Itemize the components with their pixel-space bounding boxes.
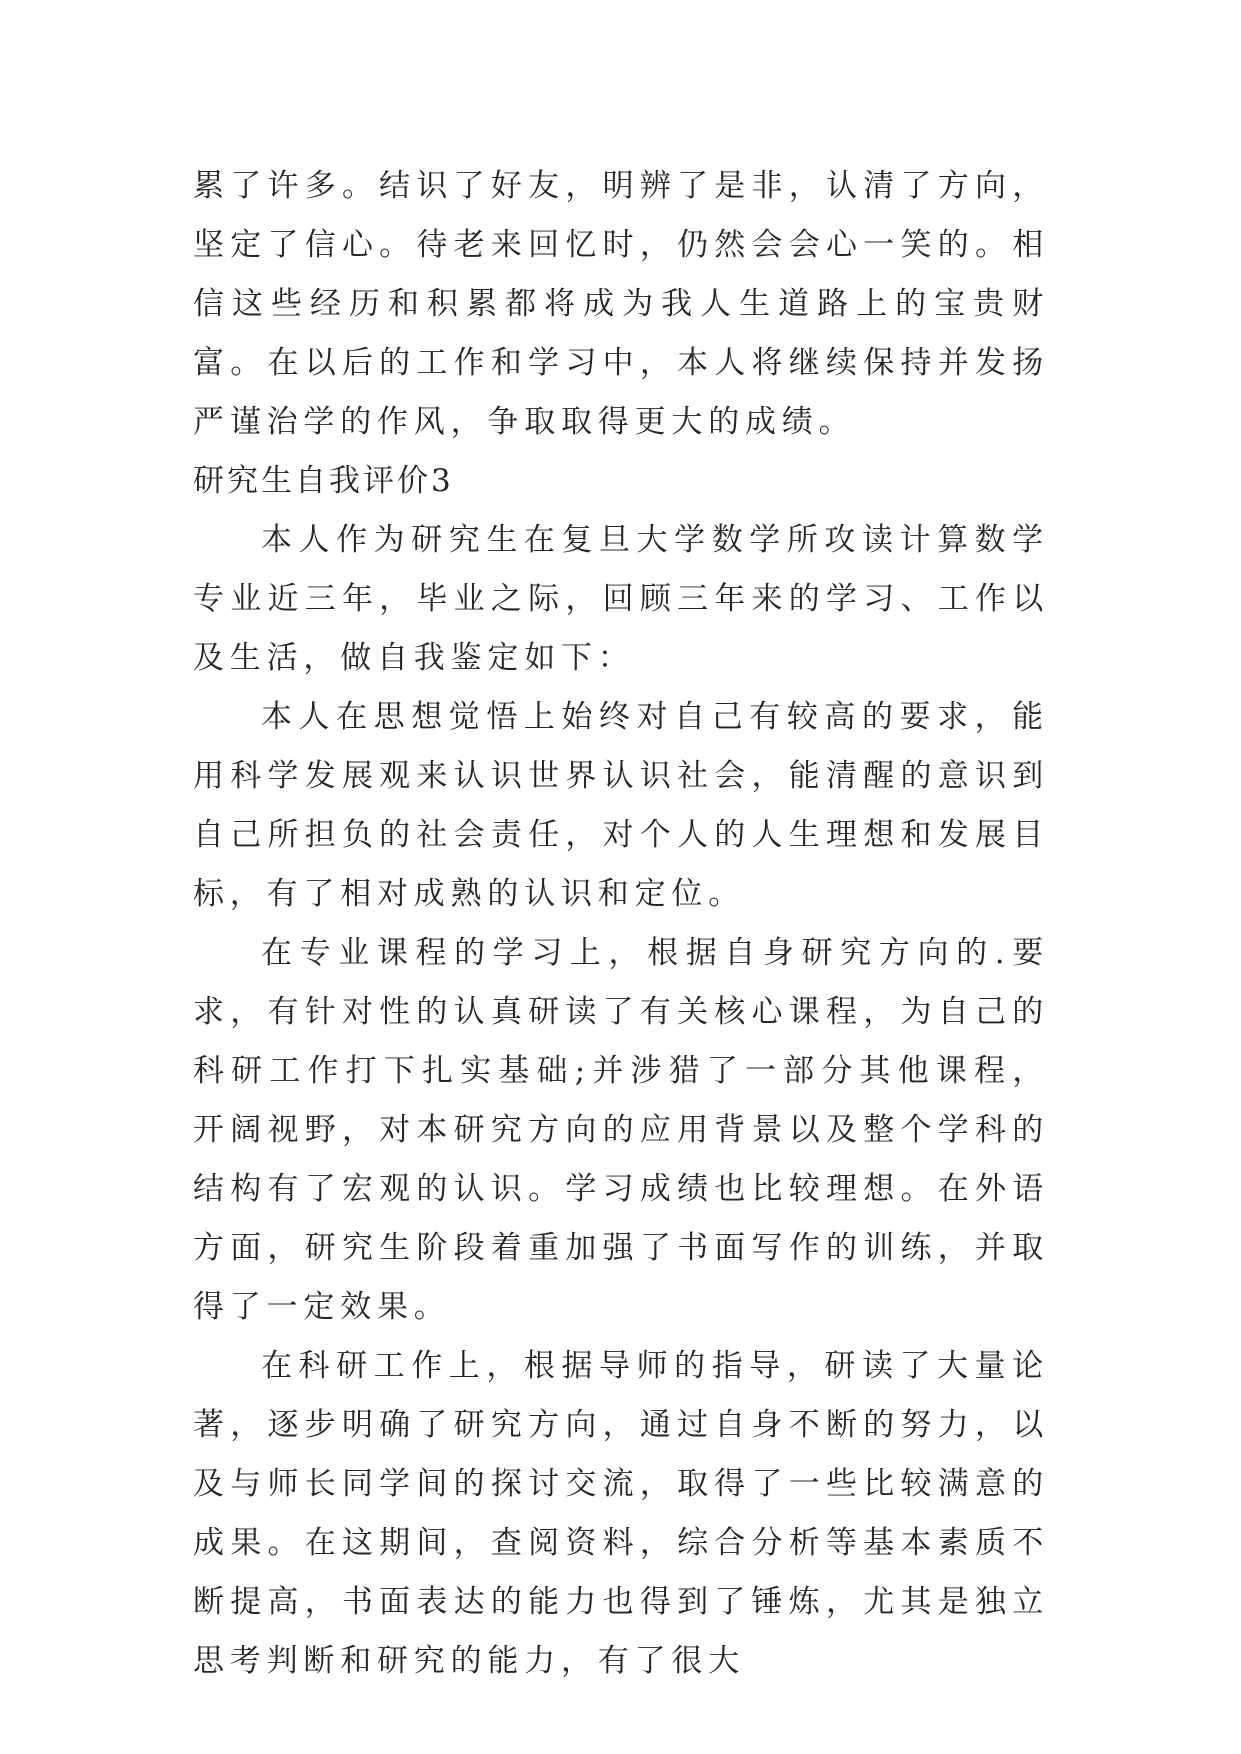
paragraph-4: 在科研工作上，根据导师的指导，研读了大量论著，逐步明确了研究方向，通过自身不断的努力，以及与师长同学间的探讨交流，取得了一些比较满意的成果。在这期间，查阅资料，综合分析等基本素质不断提高，书面表达的能力也得到了锤炼，尤其是独立思考判断和研究的能力，有了很大 (193, 1348, 1049, 1679)
section-title: 研究生自我评价3 (193, 463, 454, 499)
intro-paragraph: 累了许多。结识了好友，明辨了是非，认清了方向，坚定了信心。待老来回忆时，仍然会会心一笑的。相信这些经历和积累都将成为我人生道路上的宝贵财富。在以后的工作和学习中，本人将继续保持并发扬严谨治学的作风，争取取得更大的成绩。 (193, 168, 1049, 440)
paragraph-1: 本人作为研究生在复旦大学数学所攻读计算数学专业近三年，毕业之际，回顾三年来的学习、工作以及生活，做自我鉴定如下： (193, 522, 1049, 676)
paragraph-2: 本人在思想觉悟上始终对自己有较高的要求，能用科学发展观来认识世界认识社会，能清醒的意识到自己所担负的社会责任，对个人的人生理想和发展目标，有了相对成熟的认识和定位。 (193, 699, 1049, 912)
paragraph-3: 在专业课程的学习上，根据自身研究方向的.要求，有针对性的认真研读了有关核心课程，为自己的科研工作打下扎实基础;并涉猎了一部分其他课程，开阔视野，对本研究方向的应用背景以及整个学科的结构有了宏观的认识。学习成绩也比较理想。在外语方面，研究生阶段着重加强了书面写作的训练，并取得了一定效果。 (193, 935, 1049, 1325)
document-body (193, 157, 1049, 1691)
